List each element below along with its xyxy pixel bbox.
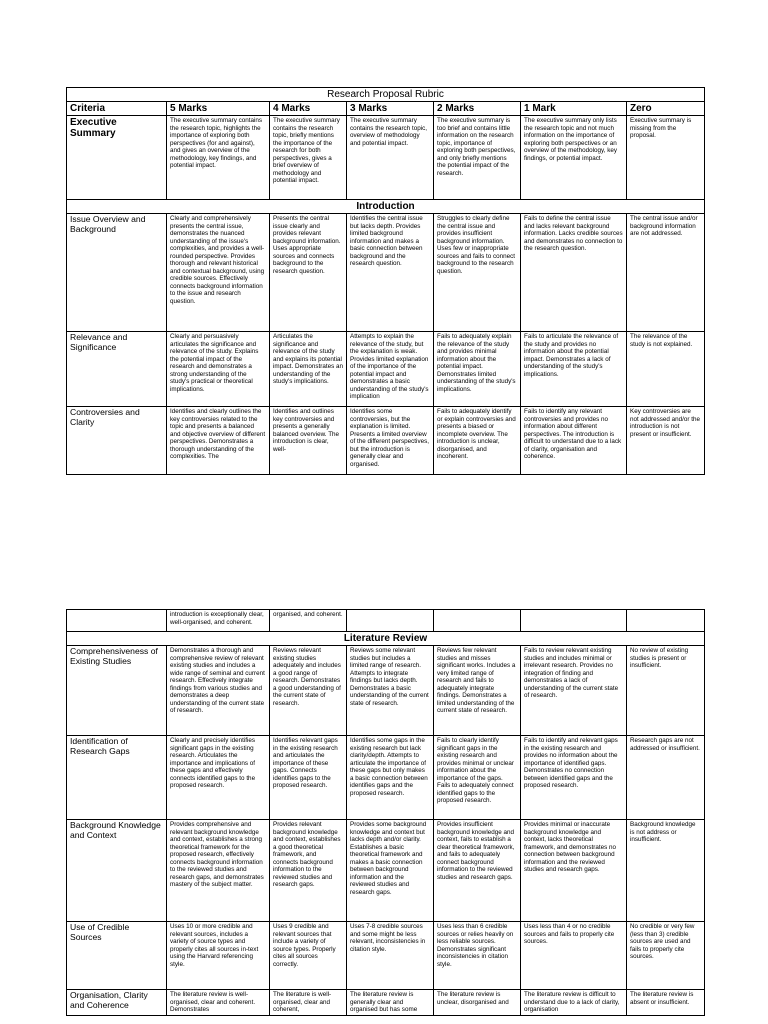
criterion-issue-overview: Issue Overview and Background xyxy=(67,214,167,332)
cell-controversies-0: Key controversies are not addressed and/or the introduction is not present or insufficient. xyxy=(627,407,705,475)
cell-relevance-0: The relevance of the study is not explained. xyxy=(627,332,705,407)
cell-relevance-2: Fails to adequately explain the relevance of the study and provides minimal information about the potential impact. Demonstrates limited understanding of the study's implications. xyxy=(434,332,521,407)
cell-controversies-4: Identifies and outlines key controversies and presents a generally balanced overview. The introduction is clear, well- xyxy=(270,407,347,475)
section-row-introduction xyxy=(67,200,705,214)
cell-organisation-3: The literature review is generally clear and organised but has some xyxy=(347,990,434,1016)
cell-issue-3: Identifies the central issue but lacks depth. Provides limited background information and makes a basic connection between background and the research question. xyxy=(347,214,434,332)
cell-exec-1: The executive summary only lists the research topic and not much information on the importance of exploring both perspectives or an overview of the methodology, key findings, or potential impact. xyxy=(521,116,627,200)
cell-organisation-4: The literature is well-organised, clear and coherent, xyxy=(270,990,347,1016)
criterion-credible-sources: Use of Credible Sources xyxy=(67,922,167,990)
header-3-marks: 3 Marks xyxy=(347,102,434,116)
criterion-controversies: Controversies and Clarity xyxy=(67,407,167,475)
header-5-marks: 5 Marks xyxy=(167,102,270,116)
cell-exec-5: The executive summary contains the research topic, highlights the importance of exploring both perspectives (for and against), and gives an overview of the methodology, key findings, and potential impact. xyxy=(167,116,270,200)
row-issue-overview xyxy=(67,214,705,332)
cell-comprehensiveness-4: Reviews relevant existing studies adequately and includes a good range of research. Demonstrates a good understanding of the current state of research. xyxy=(270,646,347,736)
cell-organisation-2: The literature review is unclear, disorganised and xyxy=(434,990,521,1016)
cell-background-2: Provides insufficient background knowledge and context, fails to establish a clear theoretical framework, and fails to adequately connect background information to the reviewed studies and research gaps. xyxy=(434,820,521,922)
cell-organisation-5: The literature review is well-organised, clear and coherent. Demonstrates xyxy=(167,990,270,1016)
cell-sources-1: Uses less than 4 or no credible sources and fails to properly cite sources. xyxy=(521,922,627,990)
cell-issue-4: Presents the central issue clearly and provides relevant background information. Uses appropriate sources and connects background to the research question. xyxy=(270,214,347,332)
cell-continued-4: organised, and coherent. xyxy=(270,610,347,632)
row-organisation xyxy=(67,990,705,1016)
cell-controversies-2: Fails to adequately identify or explain controversies and presents a biased or incomplete overview. The introduction is unclear, disorganised, and incoherent. xyxy=(434,407,521,475)
cell-issue-0: The central issue and/or background information are not addressed. xyxy=(627,214,705,332)
cell-controversies-1: Fails to identify any relevant controversies and provides no information about different perspectives. The introduction is difficult to understand due to a lack of clarity, organisation and coherence. xyxy=(521,407,627,475)
cell-gaps-3: Identifies some gaps in the existing research but lack clarity/depth. Attempts to articulate the importance of these gaps but only makes a basic connection between identifies gaps and the proposed research. xyxy=(347,736,434,820)
section-row-literature-review xyxy=(67,632,705,646)
cell-comprehensiveness-2: Reviews few relevant studies and misses significant works. Includes a very limited range of research and fails to adequately integrate findings. Demonstrates a limited understanding of the current state of research. xyxy=(434,646,521,736)
cell-sources-3: Uses 7-8 credible sources and some might be less relevant, inconsistencies in citation style. xyxy=(347,922,434,990)
header-2-marks: 2 Marks xyxy=(434,102,521,116)
cell-exec-4: The executive summary contains the research topic, briefly mentions the importance of the research for both perspectives, gives a brief overview of methodology and potential impact. xyxy=(270,116,347,200)
cell-continued-criterion xyxy=(67,610,167,632)
cell-gaps-0: Research gaps are not addressed or insufficient. xyxy=(627,736,705,820)
cell-comprehensiveness-1: Fails to review relevant existing studies and includes minimal or irrelevant research. Provides no integration of finding and demonstrates a lack of understanding of the current state of research. xyxy=(521,646,627,736)
header-4-marks: 4 Marks xyxy=(270,102,347,116)
row-continued xyxy=(67,610,705,632)
row-relevance xyxy=(67,332,705,407)
header-criteria: Criteria xyxy=(67,102,167,116)
header-row xyxy=(67,102,705,116)
cell-continued-3 xyxy=(347,610,434,632)
cell-sources-4: Uses 9 credible and relevant sources that include a variety of source types. Properly cites all sources correctly. xyxy=(270,922,347,990)
cell-controversies-5: Identifies and clearly outlines the key controversies related to the topic and presents a balanced and objective overview of different perspectives. Demonstrates a thorough understanding of the complexities. The xyxy=(167,407,270,475)
header-zero: Zero xyxy=(627,102,705,116)
cell-gaps-1: Fails to identify and relevant gaps in the existing research and provides no information about the importance of identified gaps. Demonstrates no connection between identified gaps and the proposed research. xyxy=(521,736,627,820)
rubric-table-page-2 xyxy=(66,609,705,1016)
cell-gaps-5: Clearly and precisely identifies significant gaps in the existing research. Articulates the importance and implications of these gaps and effectively connects identified gaps to the proposed research. xyxy=(167,736,270,820)
cell-comprehensiveness-3: Reviews some relevant studies but includes a limited range of research. Attempts to integrate findings but lacks depth. Demonstrates a basic understanding of the current state of research. xyxy=(347,646,434,736)
criterion-relevance: Relevance and Significance xyxy=(67,332,167,407)
row-research-gaps xyxy=(67,736,705,820)
cell-background-1: Provides minimal or inaccurate background knowledge and context, lacks theoretical framework, and demonstrates no connection between background information and the reviewed studies and research gaps. xyxy=(521,820,627,922)
cell-sources-5: Uses 10 or more credible and relevant sources, includes a variety of source types and properly cites all sources in-text using the Harvard referencing style. xyxy=(167,922,270,990)
cell-relevance-4: Articulates the significance and relevance of the study and explains its potential impact. Demonstrates an understanding of the study's implications. xyxy=(270,332,347,407)
row-controversies xyxy=(67,407,705,475)
cell-continued-0 xyxy=(627,610,705,632)
section-introduction: Introduction xyxy=(67,200,705,214)
cell-continued-2 xyxy=(434,610,521,632)
cell-exec-2: The executive summary is too brief and contains little information on the research topic, importance of exploring both perspectives, and only briefly mentions the potential impact of the research. xyxy=(434,116,521,200)
cell-relevance-3: Attempts to explain the relevance of the study, but the explanation is weak. Provides limited explanation of the importance of the potential impact and demonstrates a basic understanding of the study's implication xyxy=(347,332,434,407)
cell-exec-3: The executive summary contains the research topic, overview of methodology and potential impact. xyxy=(347,116,434,200)
cell-issue-2: Struggles to clearly define the central issue and provides insufficient background information. Uses few or inappropriate sources and fails to connect background to the research question. xyxy=(434,214,521,332)
criterion-background-knowledge: Background Knowledge and Context xyxy=(67,820,167,922)
row-background-knowledge xyxy=(67,820,705,922)
criterion-research-gaps: Identification of Research Gaps xyxy=(67,736,167,820)
cell-issue-5: Clearly and comprehensively presents the central issue, demonstrates the nuanced understanding of the issue's complexities, and provides a well-rounded perspective. Provides thorough and relevant historical and contextual background, using credible sources. Effectively connects background information to the issue and research question. xyxy=(167,214,270,332)
section-literature-review: Literature Review xyxy=(67,632,705,646)
row-credible-sources xyxy=(67,922,705,990)
cell-controversies-3: Identifies some controversies, but the explanation is limited. Presents a limited overview of the different perspectives, but the introduction is generally clear and organised. xyxy=(347,407,434,475)
cell-organisation-0: The literature review is absent or insufficient. xyxy=(627,990,705,1016)
cell-comprehensiveness-0: No review of existing studies is present or insufficient. xyxy=(627,646,705,736)
cell-background-5: Provides comprehensive and relevant background knowledge and context, establishes a strong theoretical framework for the proposed research, effectively connects background information to the reviewed studies and research gaps, and demonstrates mastery of the subject matter. xyxy=(167,820,270,922)
row-comprehensiveness xyxy=(67,646,705,736)
rubric-title: Research Proposal Rubric xyxy=(67,88,705,102)
cell-continued-1 xyxy=(521,610,627,632)
cell-gaps-4: Identifies relevant gaps in the existing research and articulates the importance of these gaps. Connects identifies gaps to the proposed research. xyxy=(270,736,347,820)
cell-continued-5: introduction is exceptionally clear, well-organised, and coherent. xyxy=(167,610,270,632)
cell-background-3: Provides some background knowledge and context but lacks depth and/or clarity. Establishes a basic theoretical framework and makes a basic connection between background information and the reviewed studies and research gaps. xyxy=(347,820,434,922)
rubric-table-page-1 xyxy=(66,87,705,475)
cell-background-4: Provides relevant background knowledge and context, establishes a good theoretical framework, and connects background information to the reviewed studies and research gaps. xyxy=(270,820,347,922)
title-row xyxy=(67,88,705,102)
criterion-comprehensiveness: Comprehensiveness of Existing Studies xyxy=(67,646,167,736)
header-1-mark: 1 Mark xyxy=(521,102,627,116)
cell-organisation-1: The literature review is difficult to understand due to a lack of clarity, organisation xyxy=(521,990,627,1016)
cell-relevance-5: Clearly and persuasively articulates the significance and relevance of the study. Explains the potential impact of the research and demonstrates a strong understanding of the study's practical or theoretical implications. xyxy=(167,332,270,407)
cell-gaps-2: Fails to clearly identify significant gaps in the existing research and provides minimal or unclear information about the importance of the gaps. Fails to adequately connect identified gaps to the proposed research. xyxy=(434,736,521,820)
cell-comprehensiveness-5: Demonstrates a thorough and comprehensive review of relevant existing studies and includes a wide range of seminal and current research. Effectively integrate findings from various studies and demonstrates a deep understanding of the current state of research. xyxy=(167,646,270,736)
cell-relevance-1: Fails to articulate the relevance of the study and provides no information about the potential impact. Demonstrates a lack of understanding of the study's implications. xyxy=(521,332,627,407)
cell-issue-1: Fails to define the central issue and lacks relevant background information. Lacks credible sources and demonstrates no connection to the research question. xyxy=(521,214,627,332)
cell-exec-0: Executive summary is missing from the proposal. xyxy=(627,116,705,200)
criterion-organisation: Organisation, Clarity and Coherence xyxy=(67,990,167,1016)
cell-sources-0: No credible or very few (less than 3) credible sources are used and fails to properly cite sources. xyxy=(627,922,705,990)
criterion-executive-summary: Executive Summary xyxy=(67,116,167,200)
cell-sources-2: Uses less than 6 credible sources or relies heavily on less reliable sources. Demonstrates significant inconsistencies in citation style. xyxy=(434,922,521,990)
cell-background-0: Background knowledge is not address or insufficient. xyxy=(627,820,705,922)
row-executive-summary xyxy=(67,116,705,200)
